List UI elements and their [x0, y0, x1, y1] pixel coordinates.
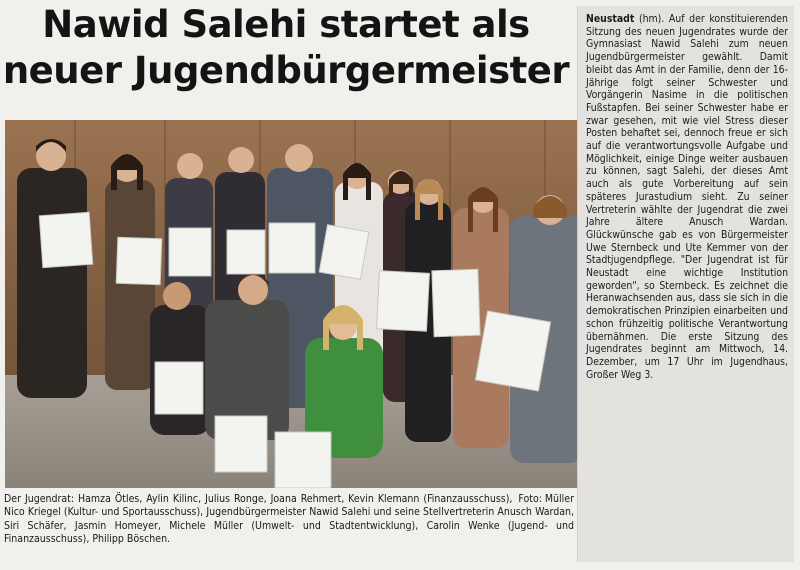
headline [0, 2, 572, 94]
article-text [586, 13, 788, 381]
article-dateline: Neustadt [586, 13, 635, 25]
headline-line-2: neuer Jugendbürgermeister [2, 49, 570, 92]
photo-caption [4, 493, 574, 546]
caption-text: Der Jugendrat: Hamza Ötles, Aylin Kilinc, Julius Ronge, Joana Rehmert, Kevin Klemann (Finanzausschuss), Nico Kriegel (Kultur- und Sportausschuss), Jugendbürgermeister Nawid Salehi und seine Stellvertreterin Anusch Wardan, Siri Schäfer, Jasmin Homeyer, Michele Müller (Umwelt- und Stadtentwicklung), Carolin Wenke (Jugend- und Finanzausschuss), Philipp Böschen. [4, 493, 574, 545]
group-photo [5, 120, 587, 488]
headline-line-1: Nawid Salehi startet als [42, 3, 530, 46]
article-column [577, 6, 794, 562]
photo-credit: Foto: Müller [518, 493, 574, 505]
article-body: (hm). Auf der konstituierenden Sitzung des neuen Jugendrates wurde der Gymnasiast Nawid Salehi zum neuen Jugendbürgermeister gewählt. Damit bleibt das Amt in der Familie, denn der 16-Jährige folgt seiner Schwester und Vorgängerin Nasime in die politischen Fußstapfen. Bei seiner Schwester habe er zwar gesehen, mit wie viel Stress dieser Posten behaftet sei, dennoch freue er sich auf die verantwortungsvolle Aufgabe und Möglichkeit, einige Dinge weiter ausbauen zu können, sagt Salehi, der dieses Amt auch als gute Vorbereitung auf sein späteres Jurastudium sieht. Zu seiner Vertreterin wählte der Jugendrat die zwei Jahre ältere Anusch Wardan. Glückwünsche gab es von Bürgermeister Uwe Sternbeck und Ute Kemmer von der Stadtjugendpflege. "Der Jugendrat ist für Neustadt eine wichtige Institution geworden", so Sternbeck. Es zeichnet die Heranwachsenden aus, dass sie sich in die demokratischen Prinzipien einarbeiten und schon frühzeitig politische Verantwortung übernähmen. Die erste Sitzung des Jugendrates beginnt am Mittwoch, 14. Dezember, um 17 Uhr im Jugendhaus, Großer Weg 3. [586, 13, 788, 381]
